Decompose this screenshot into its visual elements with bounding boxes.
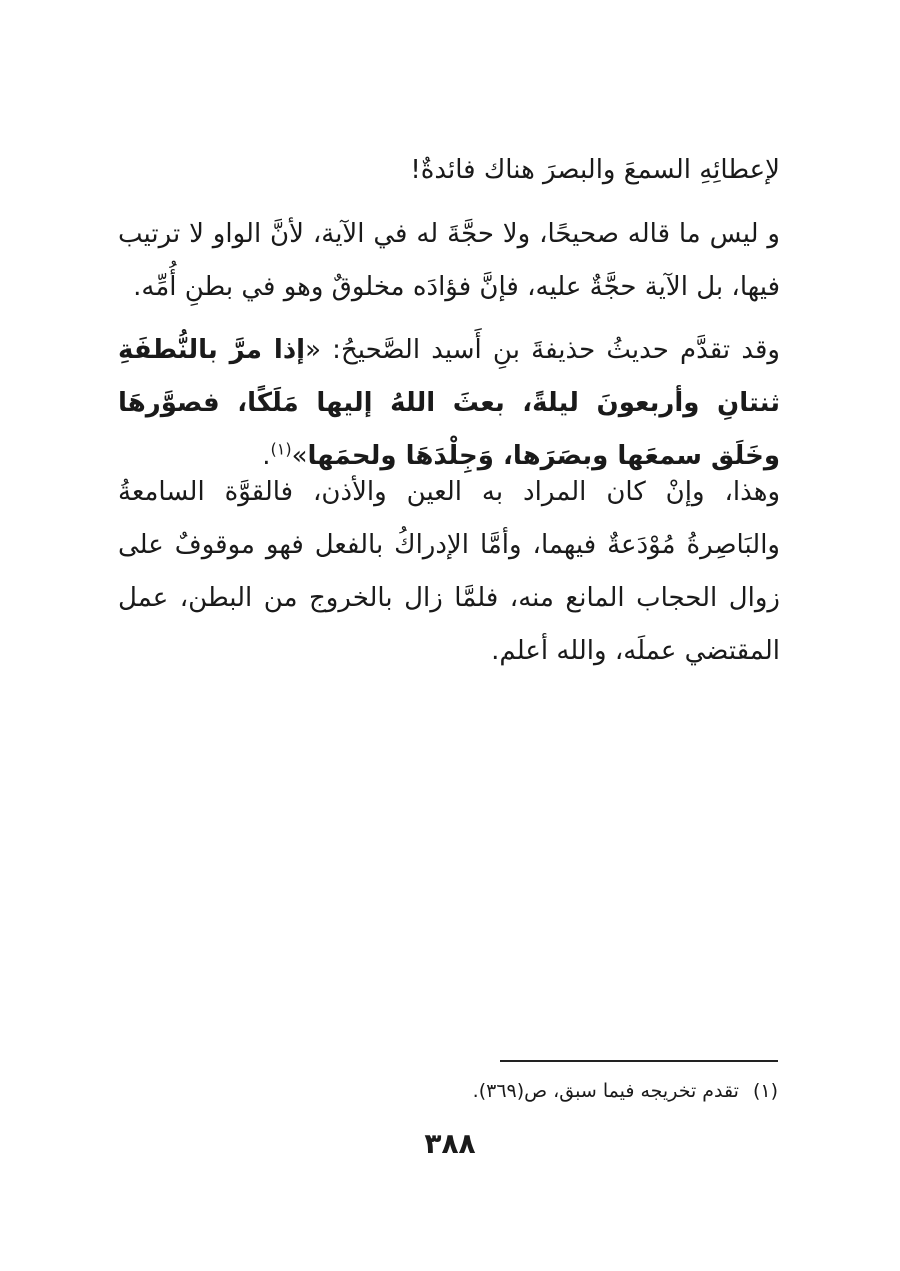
- paragraph-3-end: .: [262, 441, 271, 471]
- footnote-reference: (١): [270, 439, 292, 459]
- hadith-quote: إذا مرَّ بالنُّطفَةِ ثنتانِ وأربعونَ ليلةً، بعثَ اللهُ إليها مَلَكًا، فصوَّرهَا وخَلَق سمعَها وبصَرَها، وَجِلْدَهَا ولحمَها: [118, 335, 780, 471]
- paragraph-3-intro: وقد تقدَّم حديثُ حذيفةَ بنِ أَسيد الصَّحيحُ: «: [305, 335, 780, 365]
- paragraph-1: [118, 144, 780, 197]
- footnote-text: تقدم تخريجه فيما سبق، ص(٣٦٩).: [472, 1080, 739, 1102]
- paragraph-2: [118, 208, 802, 314]
- paragraph-4: [118, 466, 802, 678]
- footnote: [300, 1076, 778, 1106]
- footnote-number: (١): [752, 1080, 778, 1102]
- quote-close-mark: »: [291, 441, 308, 471]
- page-number: ٣٨٨: [424, 1127, 476, 1160]
- paragraph-4-text: وهذا، وإنْ كان المراد به العين والأذن، فالقوَّة السامعةُ والبَاصِرةُ مُوْدَعةٌ فيهما، وأمَّا الإدراكُ بالفعل فهو موقوفٌ على زوال الحجاب المانع منه، فلمَّا زال بالخروج من البطن، عمل المقتضي عملَه، والله أعلم.: [118, 477, 780, 666]
- paragraph-3: [118, 324, 802, 483]
- paragraph-1-text: لإعطائِهِ السمعَ والبصرَ هناك فائدةٌ!: [410, 155, 780, 185]
- paragraph-2-text: و ليس ما قاله صحيحًا، ولا حجَّةَ له في الآية، لأنَّ الواو لا ترتيب فيها، بل الآية حجَّةٌ عليه، فإنَّ فؤادَه مخلوقٌ وهو في بطنِ أُمِّه.: [118, 219, 780, 302]
- footnote-divider: [500, 1060, 778, 1062]
